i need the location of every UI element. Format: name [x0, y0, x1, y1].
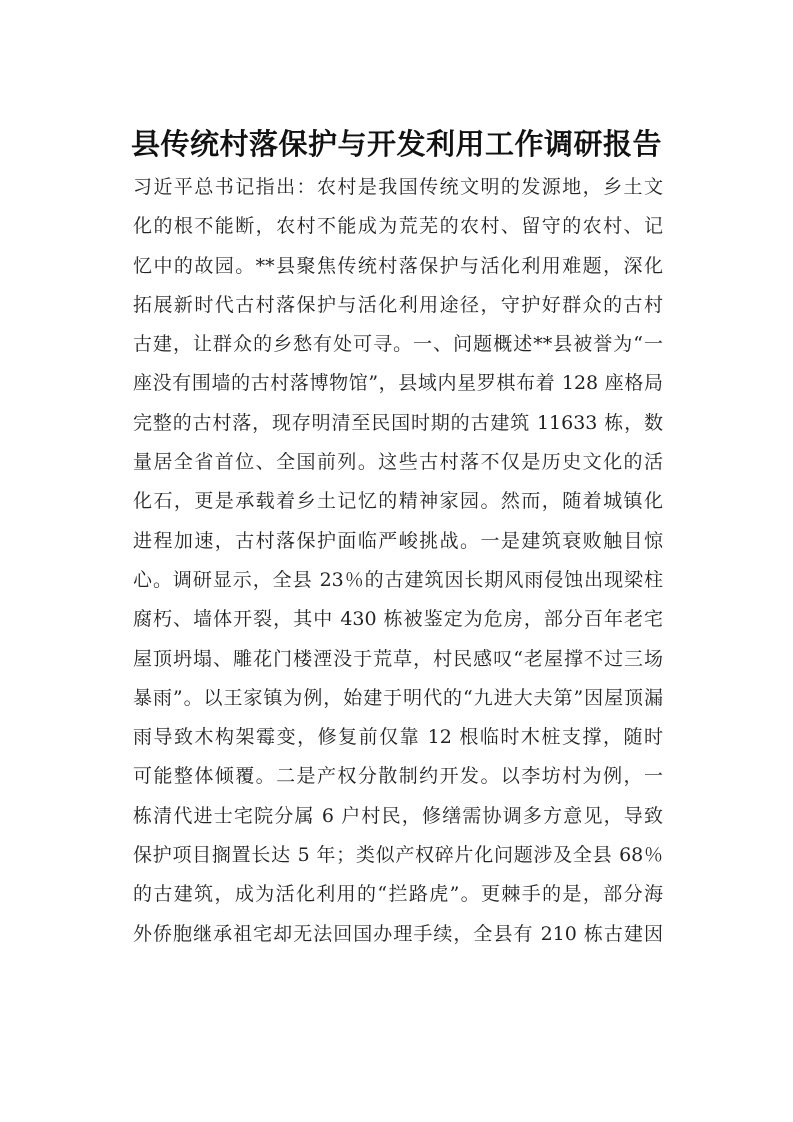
- body-line: 量居全省首位、全国前列。这些古村落不仅是历史文化的活: [133, 451, 663, 474]
- body-line: 心。调研显示，全县 23％的古建筑因长期风雨侵蚀出现梁柱: [133, 568, 663, 591]
- document-body: [133, 168, 663, 954]
- body-line: 雨导致木构架霉变，修复前仅靠 12 根临时木桩支撑，随时: [133, 726, 663, 749]
- body-line: 保护项目搁置长达 5 年；类似产权碎片化问题涉及全县 68％: [133, 844, 663, 867]
- body-line: 暴雨”。以王家镇为例，始建于明代的“九进大夫第”因屋顶漏: [133, 686, 663, 709]
- body-line: 习近平总书记指出：农村是我国传统文明的发源地，乡土文: [133, 176, 663, 198]
- body-line: 进程加速，古村落保护面临严峻挑战。一是建筑衰败触目惊: [133, 529, 663, 552]
- document-title: 县传统村落保护与开发利用工作调研报告: [130, 127, 662, 161]
- body-line: 的古建筑，成为活化利用的“拦路虎”。更棘手的是，部分海: [133, 883, 663, 906]
- body-line: 栋清代进士宅院分属 6 户村民，修缮需协调多方意见，导致: [133, 804, 663, 827]
- body-line: 化石，更是承载着乡土记忆的精神家园。然而，随着城镇化: [133, 490, 663, 513]
- body-line: 腐朽、墙体开裂，其中 430 栋被鉴定为危房，部分百年老宅: [133, 608, 663, 631]
- body-line: 完整的古村落，现存明清至民国时期的古建筑 11633 栋，数: [133, 411, 663, 434]
- body-line: 屋顶坍塌、雕花门楼湮没于荒草，村民感叹“老屋撑不过三场: [133, 647, 663, 670]
- body-line: 座没有围墙的古村落博物馆”，县域内星罗棋布着 128 座格局: [133, 372, 663, 395]
- body-line: 化的根不能断，农村不能成为荒芜的农村、留守的农村、记: [133, 215, 663, 238]
- body-line: 可能整体倾覆。二是产权分散制约开发。以李坊村为例，一: [133, 765, 663, 788]
- body-line: 古建，让群众的乡愁有处可寻。一、问题概述**县被誉为“一: [133, 333, 663, 356]
- body-line: 外侨胞继承祖宅却无法回国办理手续，全县有 210 栋古建因: [133, 922, 663, 945]
- body-line: 忆中的故园。**县聚焦传统村落保护与活化利用难题，深化: [133, 254, 663, 277]
- body-line: 拓展新时代古村落保护与活化利用途径，守护好群众的古村: [133, 293, 663, 316]
